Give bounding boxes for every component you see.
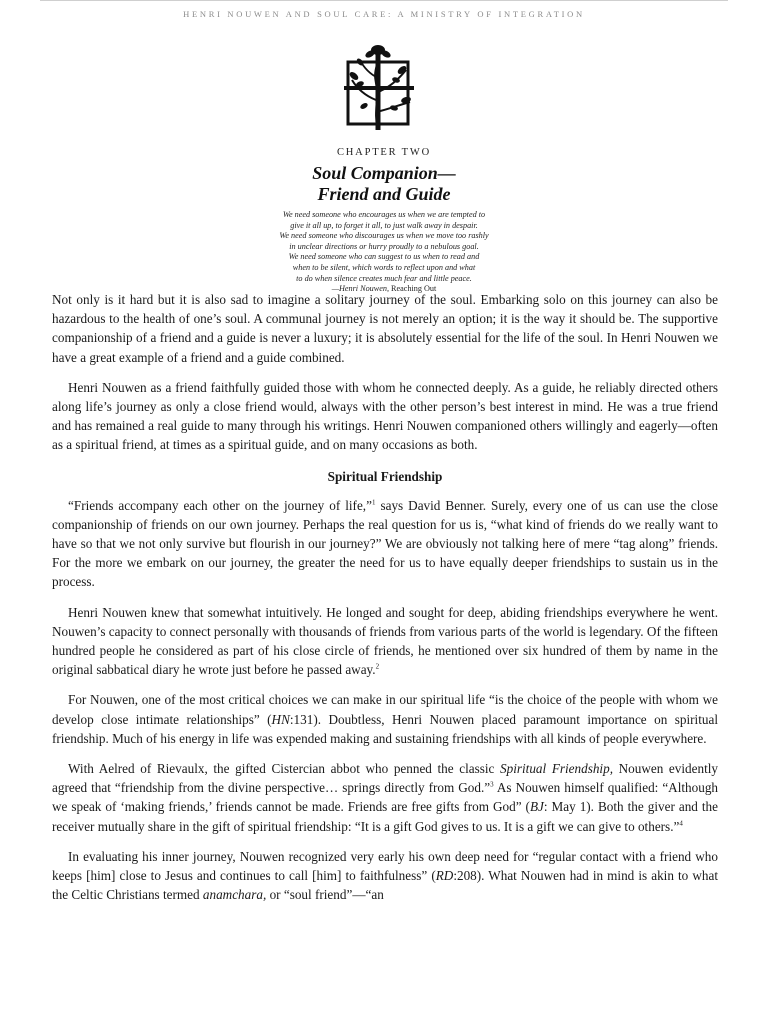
epigraph-line: to do when silence creates much fear and little peace. — [296, 273, 472, 283]
cross-tree-emblem-icon — [340, 40, 418, 132]
running-head: HENRI NOUWEN AND SOUL CARE: A MINISTRY OF INTEGRATION — [183, 9, 585, 19]
epigraph — [234, 210, 534, 295]
chapter-title — [0, 163, 768, 205]
epigraph-line: We need someone who can suggest to us when to read and — [288, 252, 480, 262]
epigraph-line: in unclear directions or hurry proudly to a nebulous goal. — [289, 241, 479, 251]
section-heading: Spiritual Friendship — [327, 468, 443, 484]
paragraph: “Friends accompany each other on the journey of life,”$^1$ says David Benner. Surely, every one of us can use the close companionship of friends on our own journey. Perhaps the real question for us is, “what kind of friends do we really want to have so that we not only survive but flourish in our journey?” We are obviously not talking here of mere “tag along” friends. For the more we embark on our journey, the greater the need for us to have equally deeper friendships to sustain us in the process. — [52, 497, 718, 590]
paragraph: Henri Nouwen as a friend faithfully guided those with whom he connected deeply. As a guide, he reliably directed others along life’s journey as only a close friend would, always with the other person’s best interest in mind. He was a true friend and has remained a real guide to many through his writings. Henri Nouwen companioned others willingly and eagerly—often as a spiritual friend, at times as a spiritual guide, and on many occasions as both. — [52, 379, 718, 453]
top-rule — [40, 0, 728, 1]
epigraph-attribution: —Henri Nouwen, Reaching Out — [331, 284, 437, 294]
epigraph-line: give it all up, to forget it all, to just walk away in despair. — [290, 220, 478, 230]
footnote-ref: 4 — [679, 819, 683, 828]
epigraph-line: when to be silent, which words to reflect upon and what — [292, 262, 476, 272]
chapter-title-line: Friend and Guide — [317, 184, 451, 204]
epigraph-line: We need someone who encourages us when we are tempted to — [282, 210, 486, 219]
footnote-ref: 2 — [375, 662, 380, 671]
paragraph: With Aelred of Rievaulx, the gifted Cistercian abbot who penned the classic Spiritual Friendship, Nouwen evidently agreed that “friendship from the divine perspective… springs directly from God.”$^3$ As Nouwen himself qualified: “Although we speak of ‘making friends,’ friends cannot be made. Friends are free gifts from God” (BJ: May 1). Both the giver and the receiver mutually share in the gift of spiritual friendship: “It is a gift God gives to us. It is a gift we can give to others.”$^4$ — [52, 761, 719, 834]
paragraph: In evaluating his inner journey, Nouwen recognized very early his own deep need for “regular contact with a friend who keeps [him] close to Jesus and continues to call [him] to faithfulness” (RD:208). What Nouwen had in mind is akin to what the Celtic Christians termed anamchara, or “soul friend”—“an — [52, 848, 718, 903]
body-text — [52, 290, 718, 915]
footnote-ref: 1 — [371, 498, 376, 507]
footnote-ref: 3 — [490, 780, 494, 789]
chapter-number: CHAPTER TWO — [337, 147, 431, 158]
paragraph: Not only is it hard but it is also sad to imagine a solitary journey of the soul. Embarking solo on this journey can also be hazardous to the health of one’s soul. A communal journey is not merely an option; it is the way it should be. The supportive companionship of a friend and a guide is never a luxury; it is absolutely essential for the life of the soul. In Henri Nouwen we have a great example of a friend and a guide combined. — [52, 292, 718, 365]
epigraph-line: We need someone who discourages us when we move too rashly — [279, 231, 489, 241]
paragraph: Henri Nouwen knew that somewhat intuitively. He longed and sought for deep, abiding friendships everywhere he went. Nouwen’s capacity to connect personally with thousands of friends from various parts of the world is legendary. Of the fifteen hundred people he considered as part of his close circle of friends, he mentioned over six hundred of them by name in the original sabbatical diary he wrote just before he passed away.$^2$ — [52, 604, 718, 678]
chapter-title-line: Soul Companion— — [312, 163, 456, 183]
paragraph: For Nouwen, one of the most critical choices we can make in our spiritual life “is the choice of the people with whom we develop close intimate relationships” (HN:131). Doubtless, Henri Nouwen placed paramount importance on spiritual friendship. Much of his energy in life was expended making and sustaining friendships with all kinds of people everywhere. — [52, 692, 718, 746]
